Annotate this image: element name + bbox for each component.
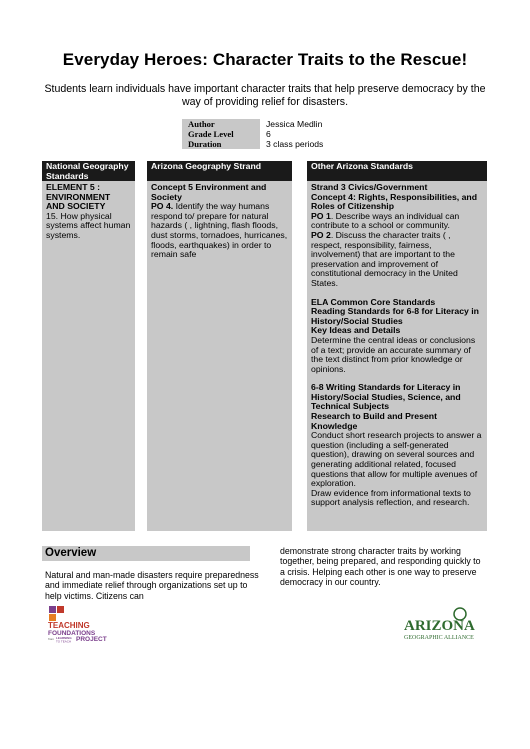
writing-text-1: Conduct short research projects to answer a question (including a self-generated question), drawing on several sources and generating additional related, focused questions that allow for multiple avenues of exploration. [311, 430, 482, 489]
column-header: National Geography Standards [42, 161, 135, 181]
po2-text [311, 231, 483, 289]
standard-text: 15. How physical systems affect human systems. [46, 210, 131, 240]
ela-subheading: Reading Standards for 6-8 for Literacy in History/Social Studies [311, 306, 479, 326]
logo-square [49, 606, 56, 613]
writing-subheading: Research to Build and Present Knowledge [311, 411, 438, 431]
arizona-strand-column [147, 161, 292, 531]
logo-square [57, 606, 64, 613]
meta-table [182, 119, 362, 149]
po-body: . Discuss the character traits ( , respect, responsibility, fairness, involvement) that are important to the preservation and improvement of constitutional democracy in the United States. [311, 229, 458, 288]
concept-heading: Concept 5 Environment and Society [151, 182, 267, 202]
strand-heading: Strand 3 Civics/Government [311, 182, 428, 192]
ela-heading: ELA Common Core Standards [311, 296, 436, 307]
po-label: PO 4. [151, 201, 174, 212]
writing-heading: 6-8 Writing Standards for Literacy in History/Social Studies, Science, and Technical Subjects [311, 382, 461, 412]
column-body [307, 181, 487, 510]
meta-value: 3 class periods [266, 139, 324, 149]
writing-text-2: Draw evidence from informational texts to support analysis reflection, and research. [311, 487, 471, 508]
overview-heading: Overview [42, 546, 250, 561]
po-label: PO 2 [311, 229, 331, 240]
logo-text-small: TO TEACH [56, 639, 72, 644]
ela-subheading-2: Key Ideas and Details [311, 325, 401, 336]
meta-row-grade [182, 129, 362, 139]
column-body [42, 181, 135, 243]
intro-text: Students learn individuals have important character traits that help preserve democracy by the way of providing relief for disasters. [44, 83, 486, 108]
arizona-geographic-alliance-logo [400, 606, 490, 644]
ela-text: Determine the central ideas or conclusions of a text; provide an accurate summary of the text distinct from prior knowledge or opinions. [311, 334, 476, 374]
meta-value: Jessica Medlin [266, 119, 323, 129]
logo-text-small: from [48, 637, 54, 641]
po-text [151, 202, 288, 260]
standard-heading: ELEMENT 5 : ENVIRONMENT AND SOCIETY [46, 182, 111, 212]
po1-text [311, 212, 483, 231]
teaching-foundations-logo [46, 604, 146, 644]
meta-key: Duration [182, 139, 260, 149]
meta-row-author [182, 119, 362, 129]
column-body [147, 181, 292, 262]
meta-key: Author [182, 119, 260, 129]
logo-text: FOUNDATIONS [48, 630, 96, 637]
column-header: Other Arizona Standards [307, 161, 487, 181]
po-body: Identify the way humans respond to/ prepare for natural hazards ( , lightning, flash floods, dust storms, tornadoes, hurricanes, floods, earthquakes) in order to remain safe [151, 201, 288, 260]
overview-text-left: Natural and man-made disasters require preparedness and immediate relief through organizations set up to help victims. Citizens can [45, 570, 259, 601]
overview-text-right: demonstrate strong character traits by working together, being prepared, and responding quickly to a crisis. Helping each other is one way to preserve democracy in our country. [280, 546, 481, 588]
logo-subtext: GEOGRAPHIC ALLIANCE [404, 635, 474, 641]
meta-value: 6 [266, 129, 271, 139]
meta-key: Grade Level [182, 129, 260, 139]
po-label: PO 1 [311, 210, 331, 221]
logo-text: ARIZONA [404, 618, 475, 634]
page-title: Everyday Heroes: Character Traits to the Rescue! [62, 50, 468, 69]
other-standards-column [307, 161, 487, 531]
logo-square [49, 614, 56, 621]
po-body: . Describe ways an individual can contribute to a school or community. [311, 210, 460, 231]
logo-text: PROJECT [76, 636, 107, 643]
concept-heading: Concept 4: Rights, Responsibilities, and Roles of Citizenship [311, 191, 478, 212]
logo-text-small: LEARNING [56, 636, 72, 640]
meta-row-duration [182, 139, 362, 149]
column-header: Arizona Geography Strand [147, 161, 292, 181]
national-standards-column [42, 161, 135, 531]
logo-text: TEACHING [48, 621, 90, 630]
